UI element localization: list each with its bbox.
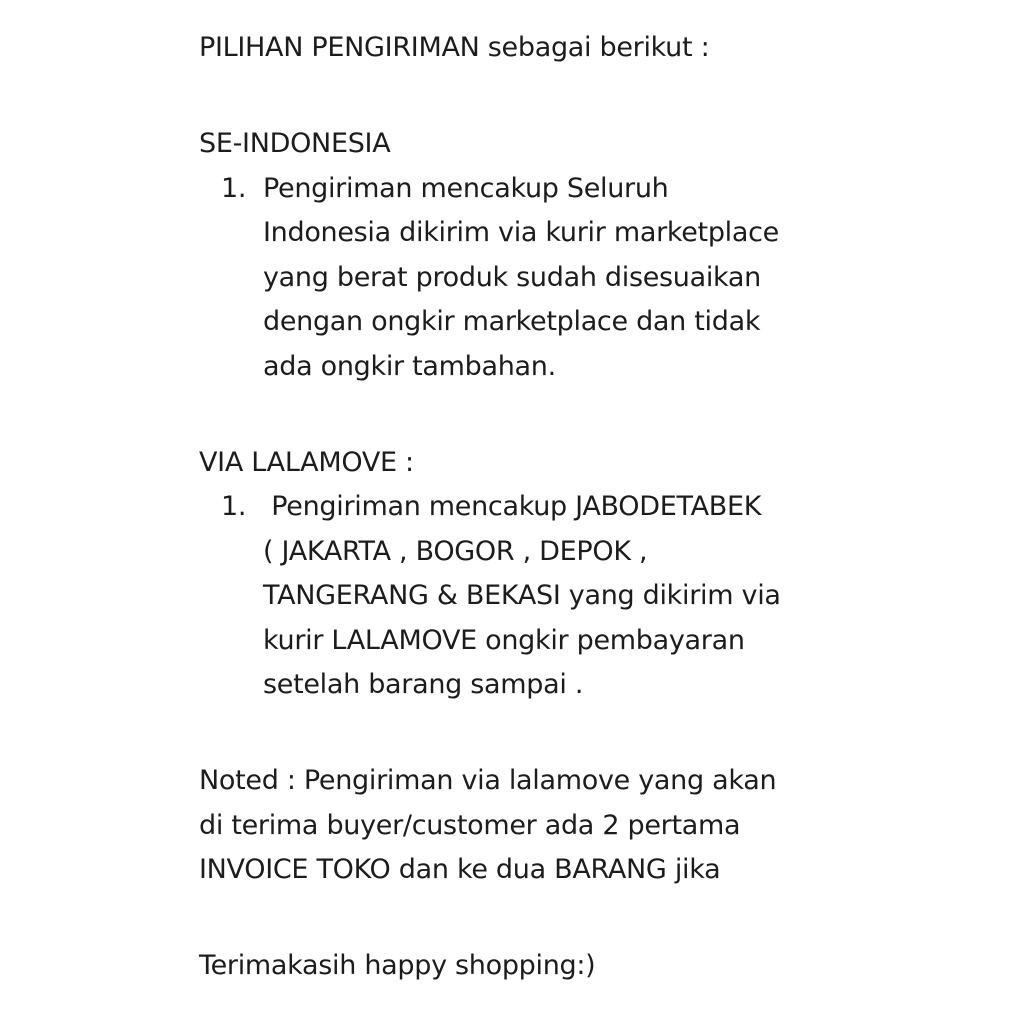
section-heading-via-lalamove: VIA LALAMOVE : [199,446,414,478]
blank-line [199,389,1024,441]
list-item-via-lalamove [199,485,1024,708]
list-item-line: ( JAKARTA , BOGOR , DEPOK , [263,535,648,567]
list-item-body [199,167,1024,390]
note-line: INVOICE TOKO dan ke dua BARANG jika [199,854,721,885]
list-item-line: setelah barang sampai . [263,669,584,700]
list-item-line: Pengiriman mencakup JABODETABEK [263,491,762,522]
list-item-line: kurir LALAMOVE ongkir pembayaran [263,624,745,656]
list-item-line: dengan ongkir marketplace dan tidak [263,306,761,337]
list-item-line: yang berat produk sudah disesuaikan [263,261,761,293]
list-item-line: TANGERANG & BEKASI yang dikirim via [263,580,781,611]
blank-line [199,708,1024,760]
blank-line [199,71,1024,123]
list-number: 1. [221,172,247,204]
list-number: 1. [221,491,247,522]
list-item-body [199,485,1024,708]
list-item-se-indonesia [199,167,1024,390]
list-item-line: Indonesia dikirim via kurir marketplace [263,217,779,248]
document-title: PILIHAN PENGIRIMAN sebagai berikut : [199,32,710,63]
section-heading-se-indonesia: SE-INDONESIA [199,128,391,159]
blank-line [199,893,1024,944]
note-line: di terima buyer/customer ada 2 pertama [199,809,741,841]
note-line: Noted : Pengiriman via lalamove yang akan [199,765,777,796]
closing-line: Terimakasih happy shopping:) [199,949,596,981]
list-item-line: ada ongkir tambahan. [263,350,556,382]
list-item-line: Pengiriman mencakup Seluruh [263,172,669,204]
